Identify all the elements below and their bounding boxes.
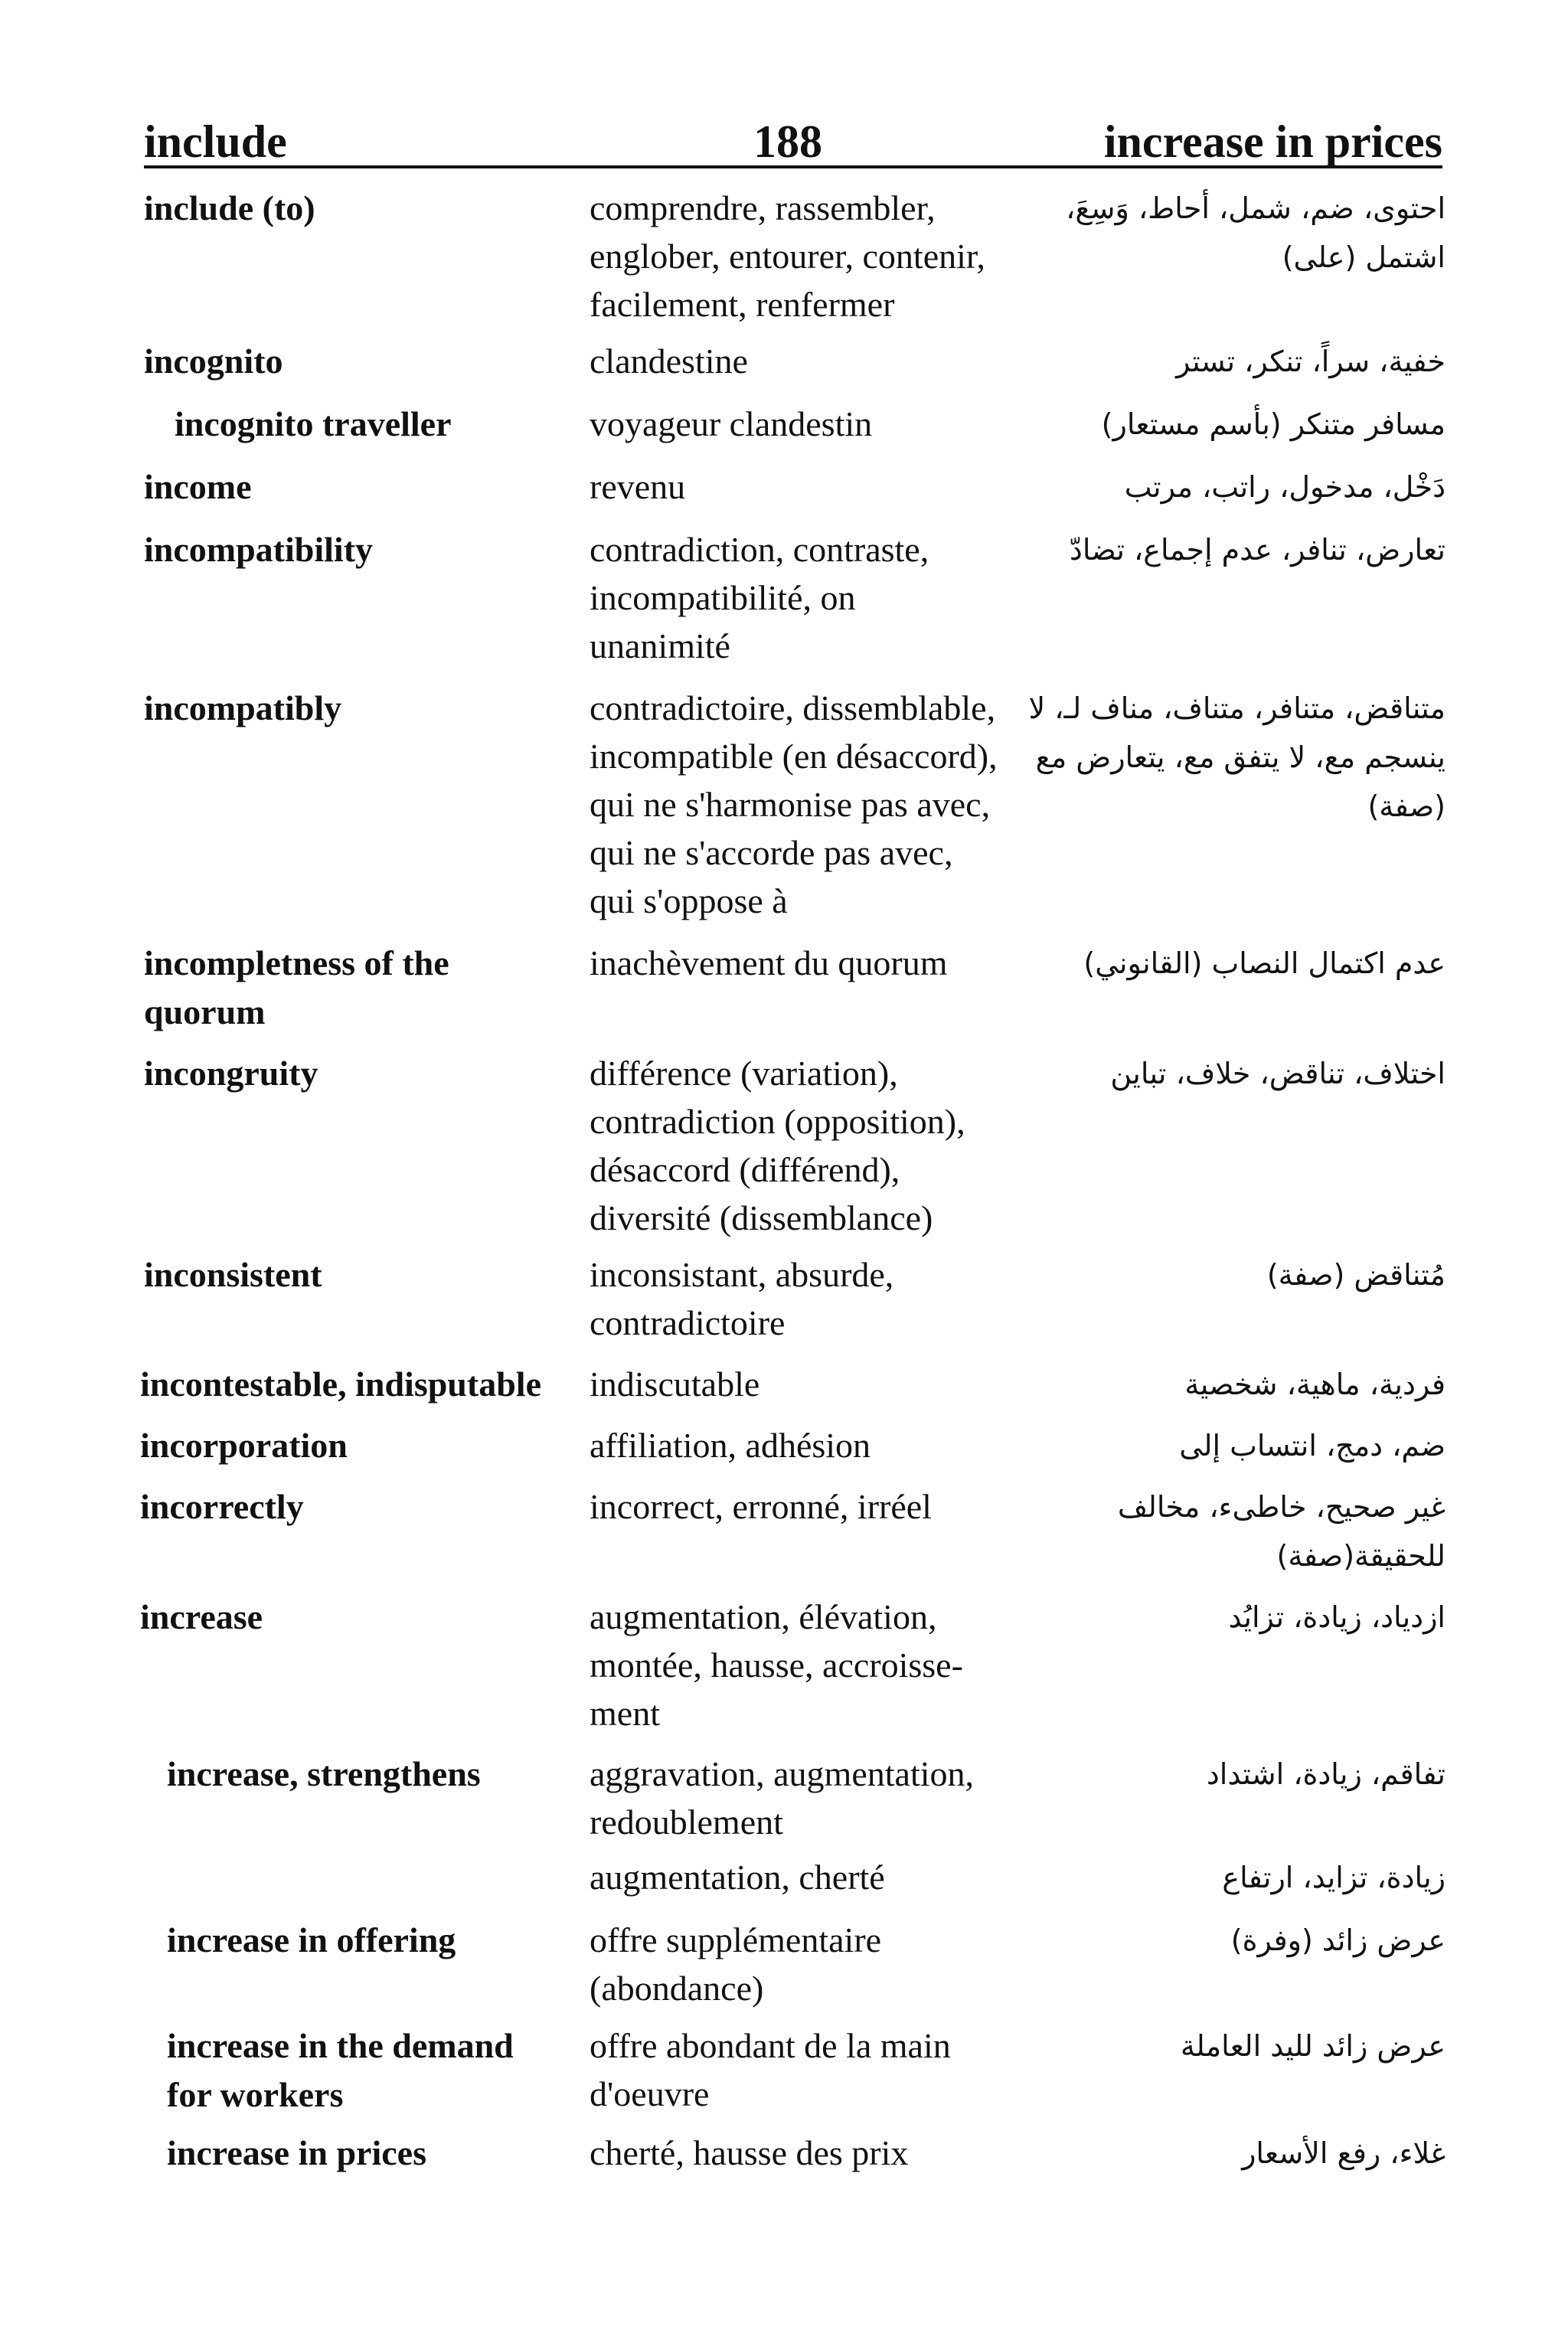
entry-french: augmentation, élévation, montée, hausse, accroisse- ment — [590, 1597, 963, 1733]
entry-english: incompletness of the quorum — [144, 943, 449, 1031]
entry-arabic: ازدياد، زيادة، تزايُد — [1228, 1600, 1446, 1634]
entry-arabic: غير صحيح، خاطىء، مخالف للحقيقة(صفة) — [1117, 1490, 1446, 1573]
entry-french: voyageur clandestin — [590, 404, 873, 443]
entry-arabic: غلاء، رفع الأسعار — [1242, 2136, 1446, 2170]
entry-arabic: مسافر متنكر (بأسم مستعار) — [1101, 407, 1446, 441]
entry-arabic: دَخْل، مدخول، راتب، مرتب — [1124, 470, 1446, 504]
entry-french: clandestine — [590, 342, 748, 381]
entry-english: incorporation — [140, 1426, 348, 1465]
entry-french: contradictoire, dissemblable, incompatible (en désaccord), qui ne s'harmonise pas avec, qui ne s'accorde pas avec, qui s'oppose à — [590, 688, 998, 920]
entry-french: inconsistant, absurde, contradictoire — [590, 1255, 894, 1342]
entry-english: inconsistent — [144, 1255, 322, 1294]
entry-french: aggravation, augmentation, redoublement — [590, 1754, 975, 1842]
entry-french: offre abondant de la main d'oeuvre — [590, 2026, 951, 2113]
entry-french: indiscutable — [590, 1364, 760, 1404]
entry-arabic: عرض زائد (وفرة) — [1230, 1923, 1446, 1957]
entry-arabic: احتوى، ضم، شمل، أحاط، وَسِعَ، اشتمل (على) — [1066, 191, 1446, 274]
entry-english: increase, strengthens — [167, 1754, 481, 1793]
entry-english: increase — [140, 1597, 263, 1636]
entry-arabic: تعارض، تنافر، عدم إجماع، تضادّ — [1069, 533, 1446, 567]
entry-english: incongruity — [144, 1054, 318, 1093]
entry-arabic: اختلاف، تناقض، خلاف، تباين — [1110, 1057, 1446, 1090]
entry-english: include (to) — [144, 188, 315, 227]
page-number: 188 — [753, 116, 822, 167]
entry-english: incontestable, indisputable — [140, 1364, 541, 1404]
entry-arabic: تفاقم، زيادة، اشتداد — [1206, 1757, 1446, 1791]
entry-french: comprendre, rassembler, englober, entourer, contenir, facilement, renfermer — [590, 188, 985, 324]
entry-french: affiliation, adhésion — [590, 1426, 871, 1465]
entry-english: incorrectly — [140, 1487, 304, 1526]
entry-arabic: زيادة، تزايد، ارتفاع — [1222, 1861, 1446, 1894]
entry-french: cherté, hausse des prix — [590, 2133, 909, 2172]
entry-french: incorrect, erronné, irréel — [590, 1487, 932, 1526]
entry-french: inachèvement du quorum — [590, 943, 948, 982]
entry-english: incompatibly — [144, 688, 342, 727]
entry-french: contradiction, contraste, incompatibilité, on unanimité — [590, 530, 929, 665]
entry-english: incognito — [144, 342, 283, 381]
entry-english: income — [144, 467, 252, 506]
entry-arabic: مُتناقض (صفة) — [1266, 1258, 1446, 1292]
entry-english: incompatibility — [144, 530, 374, 569]
entry-english: increase in offering — [167, 1920, 456, 1959]
entry-arabic: فردية، ماهية، شخصية — [1184, 1368, 1446, 1401]
header-first-word: include — [144, 116, 287, 167]
entry-arabic: عدم اكتمال النصاب (القانوني) — [1083, 946, 1446, 980]
entry-english: incognito traveller — [175, 404, 452, 443]
entry-french: augmentation, cherté — [590, 1858, 885, 1897]
entry-arabic: ضم، دمج، انتساب إلى — [1179, 1429, 1446, 1462]
header-last-word: increase in prices — [1103, 116, 1442, 167]
entry-french: revenu — [590, 467, 686, 506]
entry-english: increase in the demand for workers — [167, 2026, 514, 2114]
entry-arabic: متناقض، متنافر، متناف، مناف لـ، لا ينسجم مع، لا يتفق مع، يتعارض مع (صفة) — [1028, 691, 1446, 823]
entry-french: offre supplémentaire (abondance) — [590, 1920, 882, 2008]
entry-english: increase in prices — [167, 2133, 426, 2172]
entry-french: différence (variation), contradiction (opposition), désaccord (différend), diversité (dissemblance) — [590, 1054, 965, 1237]
entry-arabic: عرض زائد لليد العاملة — [1180, 2029, 1446, 2063]
entry-arabic: خفية، سراً، تنكر، تستر — [1176, 345, 1446, 378]
